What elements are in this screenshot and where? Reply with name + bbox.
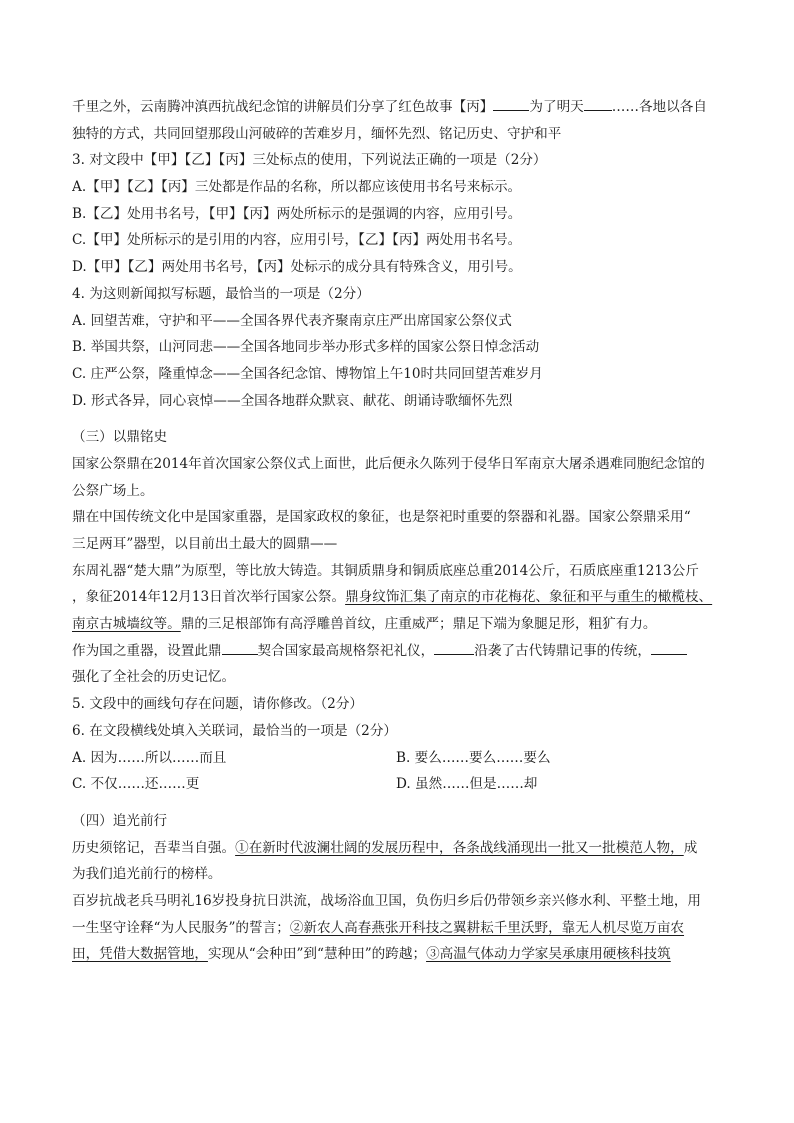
section-4-paragraph-line: 为我们追光前行的榜样。 [72,866,222,883]
section-3-paragraph-line [72,611,722,638]
section-4-paragraph-line [72,941,722,968]
section-3-paragraph-line: 三足两耳”器型，以目前出土最大的圆鼎—— [72,536,338,552]
fill-blank [434,640,474,655]
section-3-paragraph-line: 东周礼器“楚大鼎”为原型，等比放大铸造。其铜质鼎身和铜质底座总重2014公斤，石质底座重1213公斤 [72,562,699,579]
text: 成 [683,839,698,856]
section-4-paragraph-line [72,915,722,942]
underlined-sentence: 田，凭借大数据管地， [72,946,208,963]
question-6-option-c: C. 不仅……还……更 [72,776,200,793]
fill-blank [222,640,258,655]
text: 沿袭了古代铸鼎记事的传统， [474,642,651,659]
section-3-paragraph-line: 国家公祭鼎在2014年首次国家公祭仪式上面世，此后便永久陈列于侵华日军南京大屠杀遇难同胞纪念馆的 [72,455,705,472]
section-4-heading: （四）追光前行 [72,812,168,829]
question-4-option-b: B. 举国共祭，山河同悲——全国各地同步举办形式多样的国家公祭日悼念活动 [72,339,540,356]
question-3-option-d: D.【甲】【乙】两处用书名号，【丙】处标示的成分具有特殊含义，用引号。 [72,259,522,276]
question-6-option-a: A. 因为……所以……而且 [72,749,227,766]
question-3-option-a: A.【甲】【乙】【丙】三处都是作品的名称，所以都应该使用书名号来标示。 [72,179,522,196]
section-3-paragraph-line: 强化了全社会的历史记忆。 [72,669,236,686]
question-4-option-a: A. 回望苦难，守护和平——全国各界代表齐聚南京庄严出席国家公祭仪式 [72,312,512,329]
question-6-options-row [72,745,722,772]
question-3-option-c: C.【甲】处所标示的是引用的内容，应用引号，【乙】【丙】两处用书名号。 [72,232,522,249]
page-content [72,94,722,968]
question-4-stem: 4. 为这则新闻拟写标题，最恰当的一项是（2分） [72,285,370,302]
question-4-option-c: C. 庄严公祭，隆重悼念——全国各纪念馆、博物馆上午10时共同回望苦难岁月 [72,365,543,382]
text: 契合国家最高规格祭祀礼仪， [257,642,435,659]
section-3-heading: （三）以鼎铭史 [72,429,168,446]
text: ……各地以各自 [611,99,707,115]
question-5-stem: 5. 文段中的画线句存在问题，请你修改。（2分） [72,696,364,713]
section-4-paragraph-line: 百岁抗战老兵马明礼16岁投身抗日洪流，战场浴血卫国，负伤归乡后仍带领乡亲兴修水利、平整土地，用 [72,892,702,909]
underlined-sentence: 鼎身纹饰汇集了南京的市花梅花、象征和平与重生的橄榄枝、 [345,589,713,606]
question-6-stem: 6. 在文段横线处填入关联词，最恰当的一项是（2分） [72,722,398,739]
intro-line-1 [72,94,722,121]
question-6-options-row [72,771,722,798]
section-3-paragraph-line [72,638,722,665]
underlined-sentence: ②新农人高春燕张开科技之翼耕耘千里沃野，靠无人机尽览万亩农 [289,919,685,936]
text: 实现从“会种田”到“慧种田”的跨越； [207,946,427,963]
intro-line-2: 独特的方式，共同回望那段山河破碎的苦难岁月，缅怀先烈、铭记历史、守护和平 [72,125,562,142]
text: 千里之外，云南腾冲滇西抗战纪念馆的讲解员们分享了红色故事【丙】 [72,99,494,115]
underlined-sentence: 南京古城墙纹等。 [72,616,181,633]
section-3-paragraph-line: 鼎在中国传统文化中是国家重器，是国家政权的象征，也是祭祀时重要的祭器和礼器。国家公祭鼎采用“ [72,509,691,526]
section-3-paragraph-line [72,584,722,611]
text: 为了明天 [529,99,584,115]
text: ，象征2014年12月13日首次举行国家公祭。 [72,589,346,606]
text: 历史须铭记，吾辈当自强。 [72,839,236,856]
underlined-sentence: ①在新时代波澜壮阔的发展历程中，各条战线涌现出一批又一批模范人物， [235,839,684,856]
fill-blank [493,96,529,111]
fill-blank [651,640,687,655]
section-3-paragraph-line: 公祭广场上。 [72,482,154,499]
question-3-stem: 3. 对文段中【甲】【乙】【丙】三处标点的使用，下列说法正确的一项是（2分） [72,152,547,169]
question-4-option-d: D. 形式各异，同心哀悼——全国各地群众默哀、献花、朗诵诗歌缅怀先烈 [72,392,513,409]
fill-blank [584,96,612,111]
text: 鼎的三足根部饰有高浮雕兽首纹，庄重威严；鼎足下端为象腿足形，粗犷有力。 [180,616,657,633]
underlined-sentence: ③高温气体动力学家吴承康用硬核科技筑 [426,946,671,963]
question-6-option-d: D. 虽然……但是……却 [396,776,538,793]
text: 一生坚守诠释“为人民服务”的誓言； [72,919,290,936]
question-6-option-b: B. 要么……要么……要么 [396,749,551,766]
section-4-paragraph-line [72,835,722,862]
text: 作为国之重器，设置此鼎 [72,642,222,659]
question-3-option-b: B.【乙】处用书名号，【甲】【丙】两处所标示的是强调的内容，应用引号。 [72,205,522,222]
